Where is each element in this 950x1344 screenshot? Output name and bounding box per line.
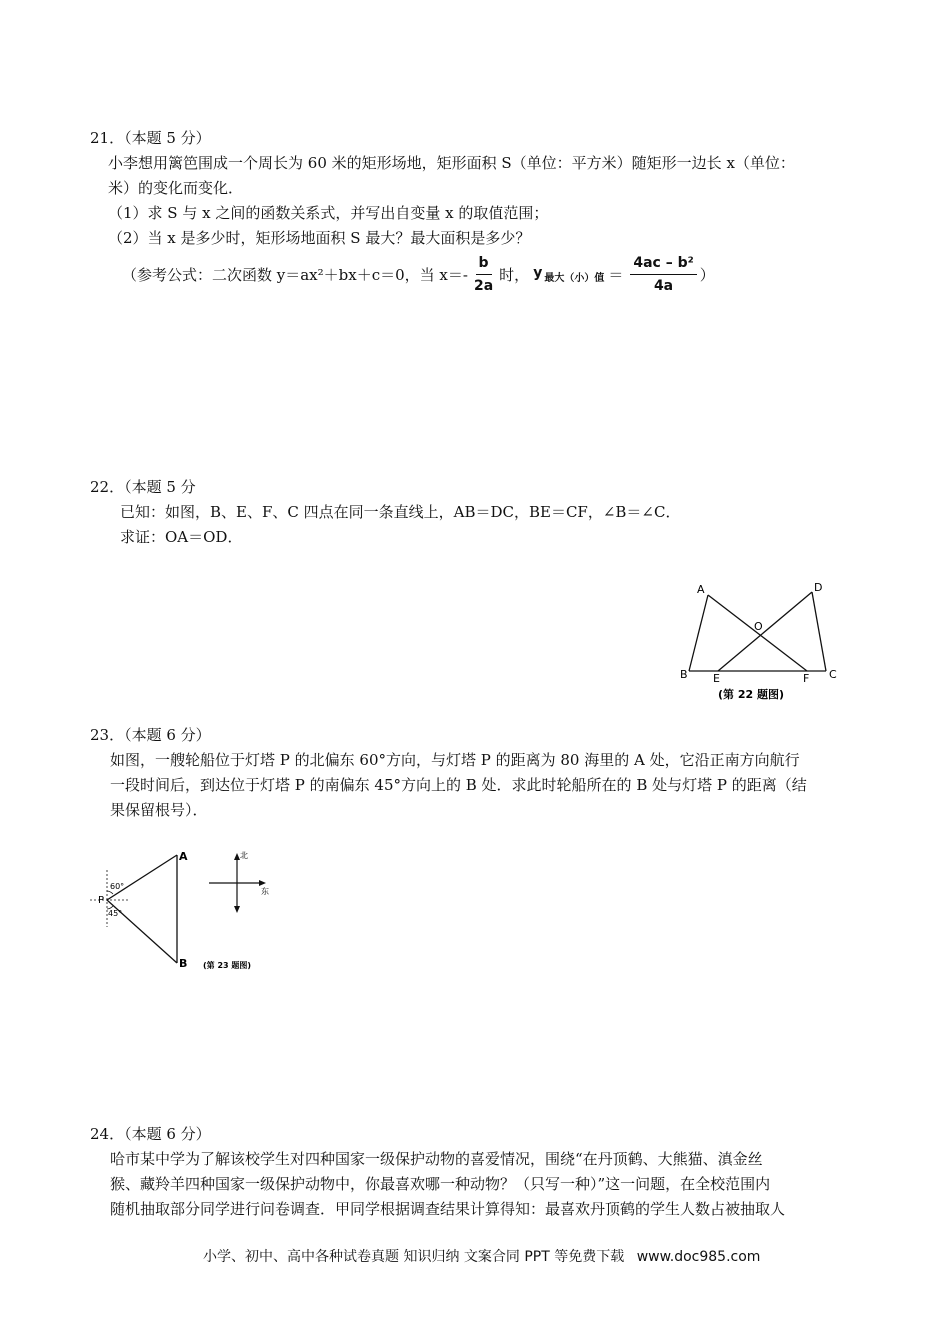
q21-part1: （1）求 S 与 x 之间的函数关系式，并写出自变量 x 的取值范围； bbox=[108, 204, 549, 222]
segment-af bbox=[708, 595, 807, 671]
label-e: E bbox=[713, 672, 720, 685]
fraction-numerator: 4ac – b² bbox=[630, 254, 696, 275]
q21-part2: （2）当 x 是多少时，矩形场地面积 S 最大？最大面积是多少？ bbox=[108, 229, 531, 247]
q23-text-line2: 一段时间后，到达位于灯塔 P 的南偏东 45°方向上的 B 处．求此时轮船所在的 B 处与灯塔 P 的距离（结 bbox=[110, 776, 807, 794]
angle-arc-60 bbox=[107, 891, 113, 894]
label-o: O bbox=[754, 620, 763, 633]
north-label: 北 bbox=[240, 851, 248, 860]
formula-mid: 时， bbox=[499, 266, 530, 284]
label-d: D bbox=[814, 581, 823, 594]
angle-label-45: 45° bbox=[108, 909, 123, 918]
q24-header: 24．（本题 6 分） bbox=[90, 1125, 211, 1143]
ymax-y: y bbox=[533, 265, 543, 281]
label-p: P bbox=[98, 895, 105, 906]
angle-label-60: 60° bbox=[110, 882, 125, 891]
q24-text-line3: 随机抽取部分同学进行问卷调查．甲同学根据调查结果计算得知：最喜欢丹顶鹤的学生人数占被抽取人 bbox=[110, 1200, 786, 1218]
east-label: 东 bbox=[261, 887, 269, 896]
label-b: B bbox=[179, 957, 188, 970]
formula-prefix: （参考公式：二次函数 y＝ax²＋bx＋c＝0，当 x＝- bbox=[122, 266, 468, 284]
q23-figure bbox=[88, 845, 288, 980]
segment-cd bbox=[812, 592, 826, 671]
q24-text-line2: 猴、藏羚羊四种国家一级保护动物中，你最喜欢哪一种动物？（只写一种）”这一问题，在全校范围内 bbox=[110, 1175, 771, 1193]
q24-text-line1: 哈市某中学为了解该校学生对四种国家一级保护动物的喜爱情况，围绕“在丹顶鹤、大熊猫、滇金丝 bbox=[110, 1150, 763, 1168]
label-c: C bbox=[829, 668, 837, 681]
q21-text-line2: 米）的变化而变化． bbox=[108, 179, 244, 197]
q23-text-line3: 果保留根号）． bbox=[110, 801, 208, 819]
segment-ab bbox=[689, 595, 708, 671]
fraction-vertex-y bbox=[630, 254, 696, 295]
fraction-denominator: 4a bbox=[653, 278, 674, 294]
q23-header: 23．（本题 6 分） bbox=[90, 726, 211, 744]
fraction-numerator: b bbox=[476, 254, 492, 275]
compass-rose-icon bbox=[209, 857, 263, 909]
q22-header: 22．（本题 5 分 bbox=[90, 478, 196, 496]
arrow-east-icon bbox=[259, 880, 266, 886]
segment-de bbox=[718, 592, 812, 671]
q22-known: 已知：如图，B、E、F、C 四点在同一条直线上，AB＝DC，BE＝CF，∠B＝∠C． bbox=[120, 503, 681, 521]
q22-prove: 求证：OA＝OD． bbox=[120, 528, 243, 546]
figure-caption: (第 23 题图) bbox=[203, 961, 252, 970]
q21-header: 21．（本题 5 分） bbox=[90, 129, 211, 147]
formula-ymax bbox=[533, 265, 604, 284]
formula-suffix: ） bbox=[699, 266, 715, 284]
footer-link[interactable]: www.doc985.com bbox=[636, 1249, 761, 1265]
page-footer bbox=[203, 1246, 760, 1266]
fraction-vertex-x bbox=[471, 254, 496, 295]
ymax-subscript: 最大（小）值 bbox=[544, 273, 605, 284]
label-a: A bbox=[179, 850, 188, 863]
label-b: B bbox=[680, 668, 688, 681]
arrow-south-icon bbox=[234, 906, 240, 913]
segment-pa bbox=[107, 855, 177, 900]
label-f: F bbox=[803, 672, 810, 685]
label-a: A bbox=[697, 583, 705, 596]
formula-equals: ＝ bbox=[608, 266, 624, 284]
figure-caption: (第 22 题图) bbox=[718, 688, 785, 701]
q23-text-line1: 如图，一艘轮船位于灯塔 P 的北偏东 60°方向，与灯塔 P 的距离为 80 海里的 A 处，它沿正南方向航行 bbox=[110, 751, 800, 769]
q21-reference-formula bbox=[122, 254, 715, 295]
q22-figure bbox=[676, 578, 846, 713]
footer-text: 小学、初中、高中各种试卷真题 知识归纳 文案合同 PPT 等免费下载 bbox=[203, 1249, 625, 1265]
fraction-denominator: 2a bbox=[473, 278, 494, 294]
q21-text-line1: 小李想用篱笆围成一个周长为 60 米的矩形场地，矩形面积 S（单位：平方米）随矩形一边长 x（单位： bbox=[108, 154, 795, 172]
